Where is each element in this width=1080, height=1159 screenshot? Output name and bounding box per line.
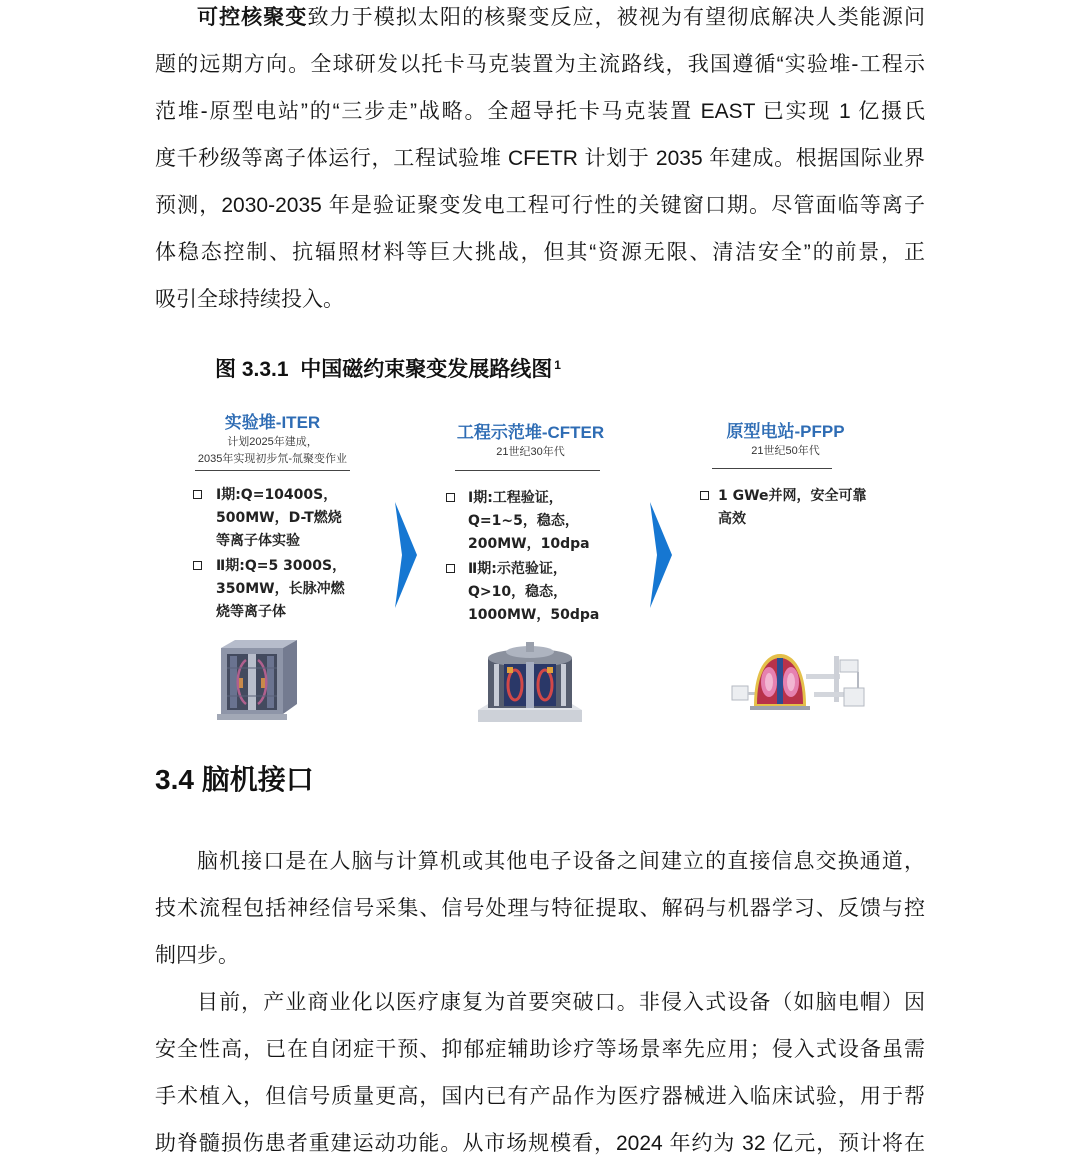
title-underline	[712, 468, 832, 469]
stage-title: 工程示范堆-CFTER	[456, 423, 605, 442]
square-bullet-icon	[193, 561, 202, 570]
paragraph-line: 体稳态控制、抗辐照材料等巨大挑战，但其“资源无限、清洁安全”的前景，正	[155, 241, 925, 264]
cfetr-reactor-illustration	[474, 640, 586, 726]
bullet-line: 高效	[718, 511, 746, 527]
bullet-line: 200MW，10dpa	[468, 536, 590, 552]
pfpp-plant-illustration	[730, 648, 868, 716]
bullet-line: Ⅱ期:Q=5 3000S，	[216, 558, 347, 574]
iter-reactor-illustration	[213, 638, 305, 722]
paragraph-line: 范堆-原型电站”的“三步走”战略。全超导托卡马克装置 EAST 已实现 1 亿摄氏	[155, 100, 925, 123]
stage-engineering-demo-reactor	[443, 422, 618, 627]
line-text: 致力于模拟太阳的核聚变反应，被视为有望彻底解决人类能源问	[307, 6, 925, 29]
stage-bullet	[185, 484, 360, 553]
paragraph-line: 预测，2030-2035 年是验证聚变发电工程可行性的关键窗口期。尽管面临等离子	[155, 194, 925, 217]
paragraph-line: 脑机接口是在人脑与计算机或其他电子设备之间建立的直接信息交换通道，	[197, 850, 925, 873]
bci-paragraph-definition	[155, 850, 925, 968]
square-bullet-icon	[193, 490, 202, 499]
title-underline	[195, 470, 350, 471]
stage-title: 原型电站-PFPP	[726, 422, 845, 441]
arrow-right-icon	[648, 500, 674, 610]
paragraph-line: 度千秒级等离子体运行，工程试验堆 CFETR 计划于 2035 年建成。根据国际业界	[155, 147, 925, 170]
square-bullet-icon	[446, 493, 455, 502]
paragraph-line: 吸引全球持续投入。	[155, 288, 344, 311]
paragraph-line: 技术流程包括神经信号采集、信号处理与特征提取、解码与机器学习、反馈与控	[155, 897, 925, 920]
bullet-line: 1000MW，50dpa	[468, 607, 600, 623]
bullet-line: 烧等离子体	[216, 604, 286, 620]
stage-subtitle	[185, 434, 360, 468]
bullet-line: Q=1~5，稳态，	[468, 513, 579, 529]
footnote-ref: 1	[554, 358, 561, 372]
stage-bullet	[443, 558, 618, 627]
paragraph-line: 题的远期方向。全球研发以托卡马克装置为主流路线，我国遵循“实验堆-工程示	[155, 53, 925, 76]
figure-caption	[215, 358, 561, 382]
paragraph-line: 助脊髓损伤患者重建运动功能。从市场规模看，2024 年约为 32 亿元，预计将在	[155, 1132, 925, 1155]
stage-subtitle-line: 21世纪30年代	[496, 446, 565, 458]
square-bullet-icon	[700, 491, 709, 500]
stage-prototype-plant	[698, 421, 873, 531]
paragraph-line: 安全性高，已在自闭症干预、抑郁症辅助诊疗等场景率先应用；侵入式设备虽需	[155, 1038, 925, 1061]
bullet-line: Ⅱ期:示范验证，	[468, 561, 567, 577]
bullet-line: Ⅰ期:Q=10400S，	[216, 487, 338, 503]
paragraph-line: 目前，产业商业化以医疗康复为首要突破口。非侵入式设备（如脑电帽）因	[197, 991, 925, 1014]
stage-bullet	[698, 485, 873, 531]
bullet-line: 等离子体实验	[216, 533, 300, 549]
paragraph-line: 制四步。	[155, 944, 239, 967]
fusion-paragraph	[155, 6, 925, 312]
stage-subtitle-line: 2035年实现初步氘-氚聚变作业	[197, 453, 348, 465]
caption-text: 图 3.3.1 中国磁约束聚变发展路线图	[215, 358, 553, 381]
stage-experimental-reactor	[185, 412, 360, 624]
stage-subtitle	[443, 444, 618, 461]
stage-bullet	[443, 487, 618, 556]
bullet-line: Q>10，稳态，	[468, 584, 568, 600]
stage-bullet	[185, 555, 360, 624]
stage-title: 实验堆-ITER	[224, 413, 321, 432]
bci-paragraph-market	[155, 991, 925, 1156]
square-bullet-icon	[446, 564, 455, 573]
bullet-line: 500MW，D-T燃烧	[216, 510, 342, 526]
bullet-line: 1 GWe并网，安全可靠	[718, 488, 867, 504]
bullet-line: Ⅰ期:工程验证，	[468, 490, 563, 506]
section-heading: 3.4 脑机接口	[155, 764, 314, 795]
bullet-line: 350MW，长脉冲燃	[216, 581, 345, 597]
stage-subtitle-line: 21世纪50年代	[751, 445, 820, 457]
title-underline	[455, 470, 600, 471]
paragraph-line	[155, 6, 925, 30]
paragraph-line: 手术植入，但信号质量更高，国内已有产品作为医疗器械进入临床试验，用于帮	[155, 1085, 925, 1108]
stage-subtitle	[698, 443, 873, 460]
bold-lead-term: 可控核聚变	[197, 6, 308, 29]
stage-subtitle-line: 计划2025年建成，	[227, 436, 318, 448]
arrow-right-icon	[393, 500, 419, 610]
